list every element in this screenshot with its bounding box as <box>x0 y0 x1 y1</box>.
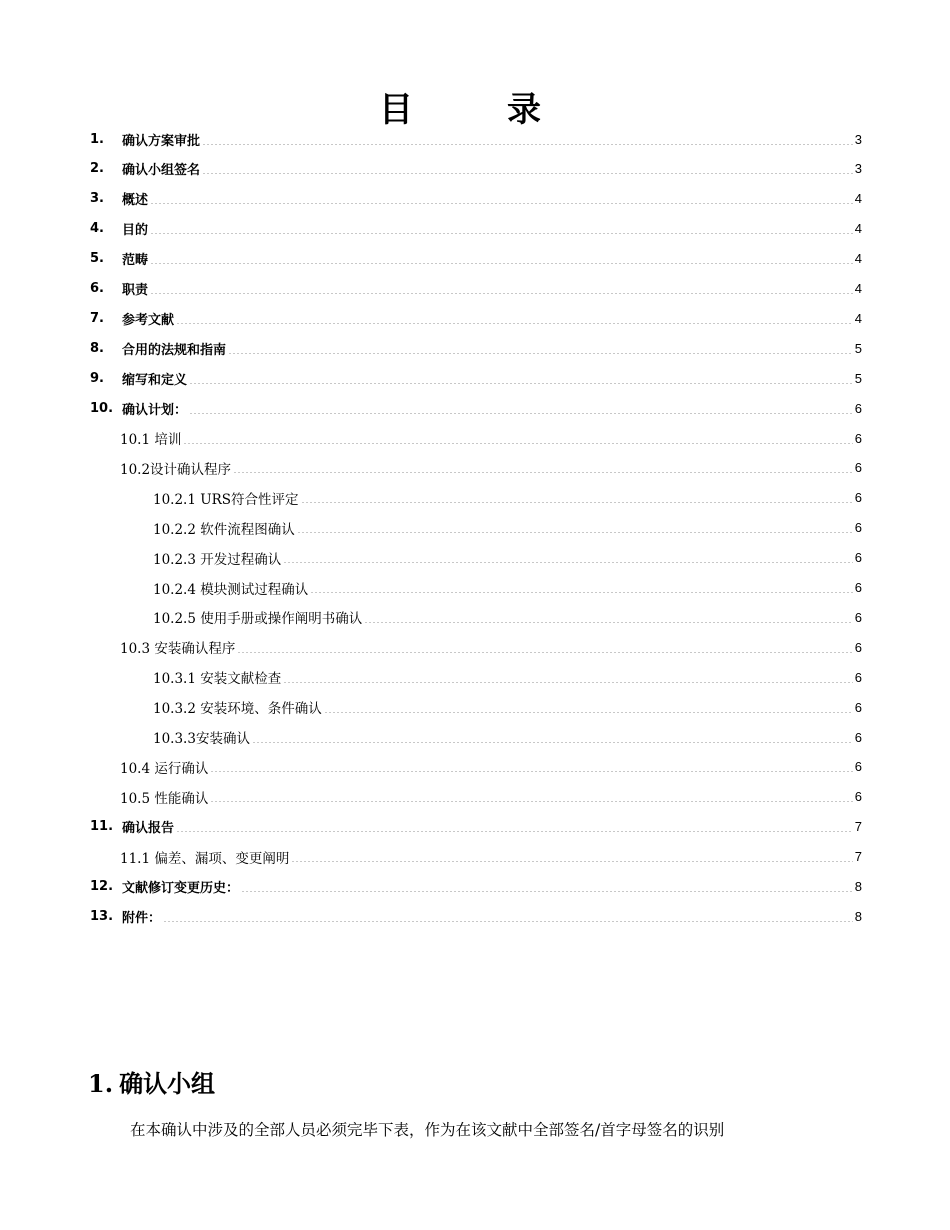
toc-entry-label: 10.3 安装确认程序 <box>120 641 236 658</box>
toc-entry-label: 10.2.5 使用手册或操作阐明书确认 <box>153 611 363 628</box>
toc-entry-label: 参考文献 <box>122 312 175 328</box>
section-title: 确认小组 <box>119 1069 216 1098</box>
toc-entry[interactable] <box>90 274 862 304</box>
toc-entry-page-number: 6 <box>854 550 862 566</box>
toc-entry-number: 4. <box>90 221 104 237</box>
toc-leader-dots <box>150 203 853 204</box>
toc-leader-dots <box>202 144 853 145</box>
toc-entry-page-number: 6 <box>854 580 862 595</box>
toc-entry-label: 确认计划： <box>122 402 188 418</box>
toc-entry-label: 10.4 运行确认 <box>120 760 209 777</box>
toc-entry[interactable] <box>90 154 862 184</box>
toc-entry-page-number: 6 <box>854 490 862 506</box>
toc-leader-dots <box>202 173 853 174</box>
toc-entry-page-number: 7 <box>854 849 862 865</box>
toc-entry[interactable] <box>90 812 862 842</box>
toc-entry-label: 10.3.2 安装环境、条件确认 <box>153 701 322 718</box>
toc-entry-label: 合用的法规和指南 <box>122 342 227 358</box>
toc-entry[interactable] <box>90 244 862 274</box>
toc-entry-page-number: 4 <box>854 310 862 326</box>
toc-leader-dots <box>297 532 853 533</box>
toc-entry-label: 10.2.4 模块测试过程确认 <box>153 581 309 598</box>
toc-entry[interactable] <box>90 901 862 931</box>
toc-entry[interactable] <box>153 692 862 722</box>
toc-entry-number: 9. <box>90 370 104 386</box>
toc-entry-page-number: 6 <box>854 759 862 775</box>
toc-entry[interactable] <box>90 872 862 902</box>
toc-entry-number: 5. <box>90 251 104 267</box>
toc-entry-page-number: 8 <box>854 908 862 924</box>
toc-entry-page-number: 4 <box>854 221 862 237</box>
toc-entry-label: 10.5 性能确认 <box>120 790 209 807</box>
toc-entry[interactable] <box>90 363 862 393</box>
toc-entry-label: 文献修订变更历史： <box>122 881 240 896</box>
toc-entry-page-number: 6 <box>854 430 862 446</box>
toc-entry-label: 10.2.1 URS符合性评定 <box>153 491 299 508</box>
toc-title: 目 录 <box>379 90 571 130</box>
toc-entry[interactable] <box>153 483 862 513</box>
toc-entry-label: 职责 <box>122 283 149 298</box>
toc-entry-page-number: 4 <box>854 191 862 207</box>
toc-entry-page-number: 6 <box>854 669 862 685</box>
toc-entry-number: 11. <box>90 819 114 835</box>
section-heading <box>88 1066 215 1102</box>
toc-leader-dots <box>189 413 853 414</box>
toc-entry-page-number: 6 <box>854 460 862 476</box>
toc-entry-number: 3. <box>90 191 104 207</box>
toc-leader-dots <box>183 443 852 444</box>
toc-entry-number: 7. <box>90 310 104 326</box>
toc-leader-dots <box>150 263 853 264</box>
toc-entry-label: 确认小组签名 <box>122 163 201 179</box>
toc-entry-page-number: 6 <box>854 609 862 625</box>
toc-entry[interactable] <box>90 333 862 363</box>
toc-entry-label: 10.1 培训 <box>120 432 182 448</box>
toc-entry-number: 6. <box>90 281 104 296</box>
toc-entry-label: 10.2.3 开发过程确认 <box>153 551 282 568</box>
toc-entry[interactable] <box>153 513 862 543</box>
toc-entry[interactable] <box>153 543 862 573</box>
toc-entry[interactable] <box>90 124 862 154</box>
section-number: 1. <box>88 1069 114 1098</box>
toc-entry-page-number: 4 <box>854 281 862 296</box>
toc-entry[interactable] <box>120 782 862 812</box>
toc-entry-page-number: 6 <box>854 520 862 536</box>
toc-entry-page-number: 3 <box>854 131 862 147</box>
section-body-text: 在本确认中涉及的全部人员必须完毕下表，作为在该文献中全部签名/首字母签名的识别 <box>130 1121 725 1139</box>
toc-entry-label: 附件： <box>122 910 162 926</box>
toc-leader-dots <box>210 801 852 802</box>
toc-entry-number: 1. <box>90 131 104 147</box>
toc-entry-page-number: 3 <box>854 161 862 177</box>
toc-entry-page-number: 5 <box>854 370 862 386</box>
toc-entry-label: 概述 <box>122 193 149 209</box>
toc-entry-label: 目的 <box>122 223 149 239</box>
toc-leader-dots <box>176 831 853 832</box>
toc-leader-dots <box>291 861 852 862</box>
toc-entry[interactable] <box>153 722 862 752</box>
toc-entry-label: 10.3.1 安装文献检查 <box>153 671 282 688</box>
toc-entry[interactable] <box>120 752 862 782</box>
toc-leader-dots <box>233 472 853 473</box>
toc-entry[interactable] <box>90 184 862 214</box>
toc-entry-number: 10. <box>90 400 114 416</box>
toc-leader-dots <box>310 592 853 593</box>
toc-entry-number: 2. <box>90 161 104 177</box>
toc-leader-dots <box>210 771 852 772</box>
toc-entry-label: 缩写和定义 <box>122 372 188 388</box>
toc-leader-dots <box>163 921 853 922</box>
toc-entry-page-number: 8 <box>854 879 862 894</box>
toc-entry-label: 10.2.2 软件流程图确认 <box>153 521 295 538</box>
toc-leader-dots <box>176 323 853 324</box>
toc-leader-dots <box>252 742 853 743</box>
toc-leader-dots <box>150 293 853 294</box>
toc-entry-label: 范畴 <box>122 253 149 269</box>
toc-leader-dots <box>150 233 853 234</box>
toc-entry-number: 13. <box>90 908 114 924</box>
toc-entry-page-number: 6 <box>854 729 862 745</box>
toc-entry-page-number: 6 <box>854 789 862 805</box>
toc-entry-page-number: 6 <box>854 639 862 655</box>
toc-entry-number: 12. <box>90 879 114 894</box>
toc-entry-label: 确认报告 <box>122 821 175 837</box>
toc-entry-page-number: 7 <box>854 819 862 835</box>
toc-entry-page-number: 4 <box>854 251 862 267</box>
toc-leader-dots <box>324 712 853 713</box>
toc-entry[interactable] <box>90 214 862 244</box>
toc-leader-dots <box>241 891 853 892</box>
toc-entry[interactable] <box>120 842 862 872</box>
toc-entry[interactable] <box>153 662 862 692</box>
toc-leader-dots <box>283 682 853 683</box>
toc-entry-label: 11.1 偏差、漏项、变更阐明 <box>120 850 290 867</box>
toc-entry-page-number: 5 <box>854 340 862 356</box>
toc-entry-label: 确认方案审批 <box>122 133 201 149</box>
toc-entry[interactable] <box>153 573 862 603</box>
toc-leader-dots <box>283 562 853 563</box>
toc-entry-page-number: 6 <box>854 400 862 416</box>
toc-entry[interactable] <box>120 423 862 453</box>
toc-leader-dots <box>189 383 853 384</box>
toc-entry-label: 10.3.3安装确认 <box>153 731 250 747</box>
toc-entry[interactable] <box>120 453 862 483</box>
toc-leader-dots <box>364 622 853 623</box>
toc-entry[interactable] <box>90 303 862 333</box>
toc-leader-dots <box>228 353 853 354</box>
toc-entry[interactable] <box>120 632 862 662</box>
toc-entry[interactable] <box>90 393 862 423</box>
toc-entry-page-number: 6 <box>854 699 862 715</box>
toc-entry-number: 8. <box>90 340 104 356</box>
toc-leader-dots <box>301 502 853 503</box>
toc-entry-label: 10.2设计确认程序 <box>120 461 232 478</box>
toc-entry[interactable] <box>153 602 862 632</box>
toc-leader-dots <box>237 652 852 653</box>
